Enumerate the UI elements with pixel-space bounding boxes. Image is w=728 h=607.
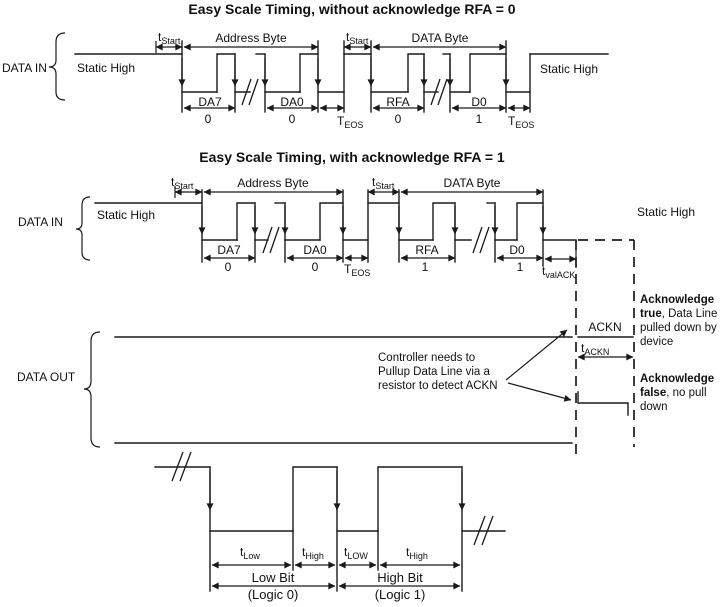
ack-false-line3: down [640, 401, 668, 413]
falling-edge-arrows [202, 206, 543, 234]
rfa-label: RFA [386, 95, 410, 109]
title-without-ack: Easy Scale Timing, without acknowledge RFA = 0 [188, 1, 516, 17]
logic1-label: (Logic 1) [374, 587, 426, 602]
measure-arrows [212, 565, 460, 586]
controller-note-line3: resistor to detect ACKN [378, 380, 498, 392]
low-bit-label: Low Bit [251, 570, 295, 585]
da7-value: 0 [204, 112, 212, 126]
rfa-value: 0 [394, 112, 402, 126]
rfa-value: 1 [421, 260, 429, 274]
t-start-label: $t_{Start}$ [372, 175, 395, 191]
t-start-label: $t_{Start}$ [171, 175, 194, 191]
brace-icon [49, 33, 65, 100]
ack-false-trace [578, 392, 628, 415]
da7-label: DA7 [217, 243, 241, 257]
ack-false-line1: Acknowledge [640, 373, 715, 385]
static-high-label: Static High [77, 61, 136, 75]
da0-value: 0 [311, 260, 319, 274]
t-high-label: $t_{High}$ [302, 545, 324, 561]
da0-label: DA0 [303, 243, 327, 257]
d0-label: D0 [471, 95, 487, 109]
waveform-trace [75, 41, 608, 112]
ack-true-note [640, 294, 717, 348]
data-byte-label: DATA Byte [411, 31, 469, 45]
ack-true-line2: true, Data Line [640, 308, 718, 320]
address-byte-label: Address Byte [215, 31, 287, 45]
controller-note-line2: Pullup Data Line via a [378, 366, 490, 378]
rfa-label: RFA [415, 243, 439, 257]
da7-value: 0 [224, 260, 232, 274]
waveform-trace [155, 467, 505, 591]
address-byte-label: Address Byte [237, 176, 309, 190]
d0-label: D0 [509, 243, 525, 257]
da0-value: 0 [288, 112, 296, 126]
data-in-label: DATA IN [2, 61, 47, 75]
ack-false-line2: false, no pull [640, 387, 707, 399]
static-high-label: Static High [97, 208, 156, 222]
brace-icon [84, 332, 100, 447]
ack-true-line1: Acknowledge [640, 294, 715, 306]
logic0-label: (Logic 0) [247, 587, 299, 602]
bit-timing-waveform [155, 452, 505, 602]
t-high-label: $t_{High}$ [406, 545, 428, 561]
diagram-without-ack [2, 1, 608, 130]
data-out-rails [115, 337, 572, 443]
diagram-with-ack [18, 149, 695, 280]
static-high-label: Static High [540, 62, 599, 76]
ack-false-note [640, 373, 714, 413]
da7-label: DA7 [198, 95, 222, 109]
data-byte-label: DATA Byte [443, 176, 501, 190]
ack-true-line3: pulled down by [640, 322, 717, 334]
t-eos-label: $T_{EOS}$ [508, 114, 535, 130]
t-eos-label: $T_{EOS}$ [344, 262, 371, 278]
d0-value: 1 [516, 260, 524, 274]
title-with-ack: Easy Scale Timing, with acknowledge RFA = 1 [199, 149, 505, 165]
falling-edge-arrows [210, 471, 462, 510]
static-high-label: Static High [637, 205, 696, 219]
waveform-trace [95, 190, 576, 266]
da0-label: DA0 [280, 95, 304, 109]
t-ackn-label: $t_{ACKN}$ [581, 341, 610, 357]
controller-note-arrows [506, 330, 571, 400]
t-low-caps-label: $t_{LOW}$ [344, 545, 368, 561]
high-bit-label: High Bit [377, 570, 423, 585]
t-eos-label: $T_{EOS}$ [337, 114, 364, 130]
controller-note-line1: Controller needs to [378, 352, 476, 364]
data-in-label: DATA IN [18, 215, 63, 229]
ack-true-line4: device [640, 336, 674, 348]
brace-icon [76, 197, 90, 260]
t-valack-label: $t_{valACK}$ [542, 264, 576, 280]
t-start-label: $t_{Start}$ [158, 30, 181, 46]
t-low-label: $t_{Low}$ [240, 545, 260, 561]
data-out-label: DATA OUT [17, 370, 76, 384]
t-start-label: $t_{Start}$ [346, 30, 369, 46]
ackn-label: ACKN [588, 320, 622, 334]
d0-value: 1 [475, 112, 483, 126]
